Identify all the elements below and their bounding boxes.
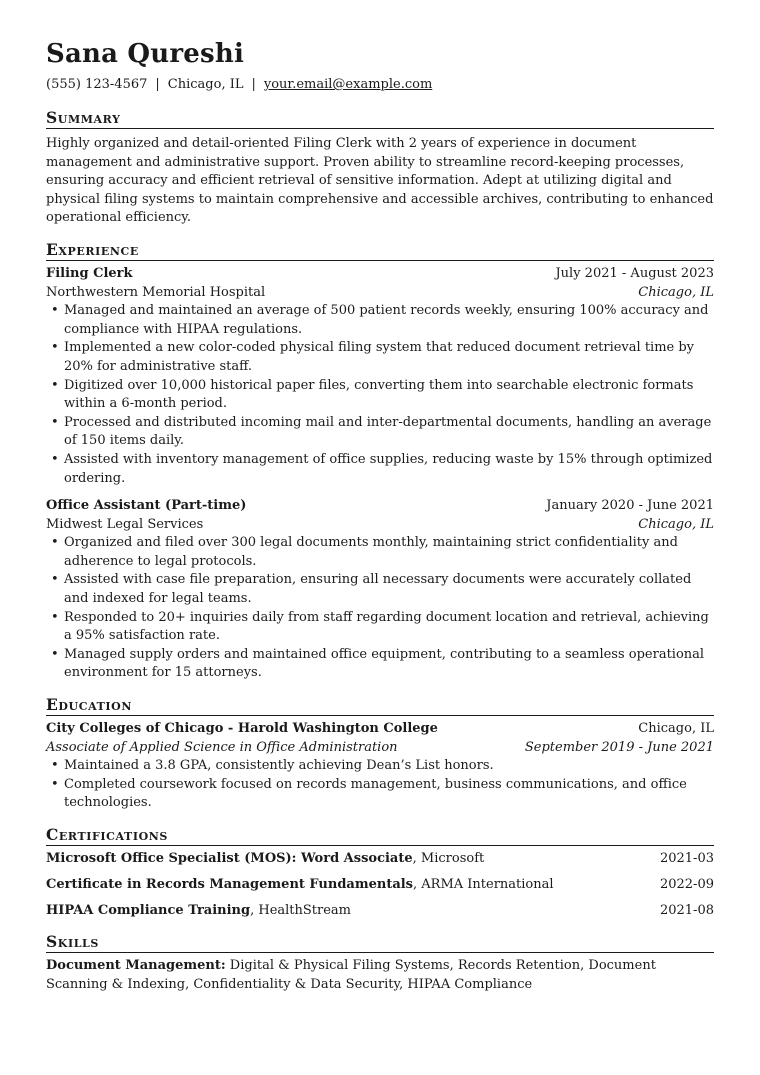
section-title-experience: Experience bbox=[46, 240, 714, 261]
section-title-education: Education bbox=[46, 695, 714, 716]
bullet-item: • Maintained a 3.8 GPA, consistently achieving Dean’s List honors. bbox=[46, 757, 714, 776]
company-name: Midwest Legal Services bbox=[46, 516, 204, 532]
skills-label: Document Management: bbox=[46, 958, 226, 973]
job-title: Office Assistant (Part-time) bbox=[46, 498, 247, 514]
location-text: Chicago, IL bbox=[167, 77, 244, 92]
bullet-item: • Completed coursework focused on records management, business communications, and office technologies. bbox=[46, 776, 714, 813]
certification-issuer: , Microsoft bbox=[412, 851, 485, 866]
section-title-certifications: Certifications bbox=[46, 825, 714, 846]
education-section bbox=[46, 695, 714, 813]
job-bullets bbox=[46, 302, 714, 488]
education-bullets bbox=[46, 757, 714, 813]
company-name: Northwestern Memorial Hospital bbox=[46, 284, 266, 300]
experience-section bbox=[46, 240, 714, 683]
certification-issuer: , HealthStream bbox=[250, 903, 352, 918]
phone-number: (555) 123-4567 bbox=[46, 77, 148, 92]
certification-date: 2021-03 bbox=[659, 851, 714, 866]
bullet-item: • Managed supply orders and maintained office equipment, contributing to a seamless operational environment for 15 attorneys. bbox=[46, 646, 714, 683]
email-link[interactable]: your.email@example.com bbox=[263, 77, 433, 92]
section-title-summary: Summary bbox=[46, 108, 714, 129]
job-entry bbox=[46, 497, 714, 683]
skills-text bbox=[46, 957, 714, 994]
section-title-skills: Skills bbox=[46, 932, 714, 953]
education-entry bbox=[46, 720, 714, 813]
certification-date: 2021-08 bbox=[659, 903, 714, 918]
certification-date: 2022-09 bbox=[659, 877, 714, 892]
bullet-item: • Managed and maintained an average of 500 patient records weekly, ensuring 100% accuracy and compliance with HIPAA regulations. bbox=[46, 302, 714, 339]
summary-section bbox=[46, 108, 714, 228]
skills-section bbox=[46, 932, 714, 994]
certification-item bbox=[46, 876, 714, 902]
certifications-section bbox=[46, 825, 714, 928]
summary-text: Highly organized and detail-oriented Filing Clerk with 2 years of experience in document management and administrative support. Proven ability to streamline record-keeping processes, ensuring accuracy and efficient retrieval of sensitive information. Adept at utilizing digital and physical filing systems to maintain comprehensive and accessible archives, contributing to enhanced operational efficiency. bbox=[46, 136, 714, 226]
separator: | bbox=[251, 77, 256, 92]
job-title: Filing Clerk bbox=[46, 265, 133, 281]
certification-name: HIPAA Compliance Training bbox=[46, 903, 251, 918]
bullet-item: • Digitized over 10,000 historical paper files, converting them into searchable electronic formats within a 6-month period. bbox=[46, 377, 714, 414]
school-name: City Colleges of Chicago - Harold Washington College bbox=[46, 721, 438, 737]
resume-page bbox=[46, 38, 714, 994]
certification-name: Certificate in Records Management Fundamentals bbox=[46, 877, 414, 892]
job-location: Chicago, IL bbox=[638, 284, 714, 300]
job-bullets bbox=[46, 534, 714, 683]
education-dates: September 2019 - June 2021 bbox=[524, 739, 714, 755]
bullet-item: • Implemented a new color-coded physical filing system that reduced document retrieval time by 20% for administrative staff. bbox=[46, 339, 714, 376]
job-dates: January 2020 - June 2021 bbox=[546, 498, 714, 514]
certification-issuer: , ARMA International bbox=[413, 877, 554, 892]
certification-item bbox=[46, 902, 714, 928]
certification-item bbox=[46, 850, 714, 876]
job-location: Chicago, IL bbox=[638, 516, 714, 532]
bullet-item: • Processed and distributed incoming mail and inter-departmental documents, handling an average of 150 items daily. bbox=[46, 414, 714, 451]
skills-list: Digital & Physical Filing Systems, Records Retention, Document Scanning & Indexing, Confidentiality & Data Security, HIPAA Compliance bbox=[46, 958, 656, 992]
bullet-item: • Assisted with inventory management of office supplies, reducing waste by 15% through optimized ordering. bbox=[46, 451, 714, 488]
separator: | bbox=[155, 77, 160, 92]
contact-line bbox=[46, 76, 714, 94]
certification-name: Microsoft Office Specialist (MOS): Word Associate bbox=[46, 851, 413, 866]
job-dates: July 2021 - August 2023 bbox=[555, 265, 714, 281]
bullet-item: • Assisted with case file preparation, ensuring all necessary documents were accurately collated and indexed for legal teams. bbox=[46, 571, 714, 608]
bullet-item: • Organized and filed over 300 legal documents monthly, maintaining strict confidentiality and adherence to legal protocols. bbox=[46, 534, 714, 571]
bullet-item: • Responded to 20+ inquiries daily from staff regarding document location and retrieval, achieving a 95% satisfaction rate. bbox=[46, 609, 714, 646]
candidate-name: Sana Qureshi bbox=[46, 39, 245, 69]
job-entry bbox=[46, 265, 714, 488]
certification-list bbox=[46, 850, 714, 928]
school-location: Chicago, IL bbox=[638, 721, 714, 737]
degree-name: Associate of Applied Science in Office Administration bbox=[46, 739, 398, 755]
